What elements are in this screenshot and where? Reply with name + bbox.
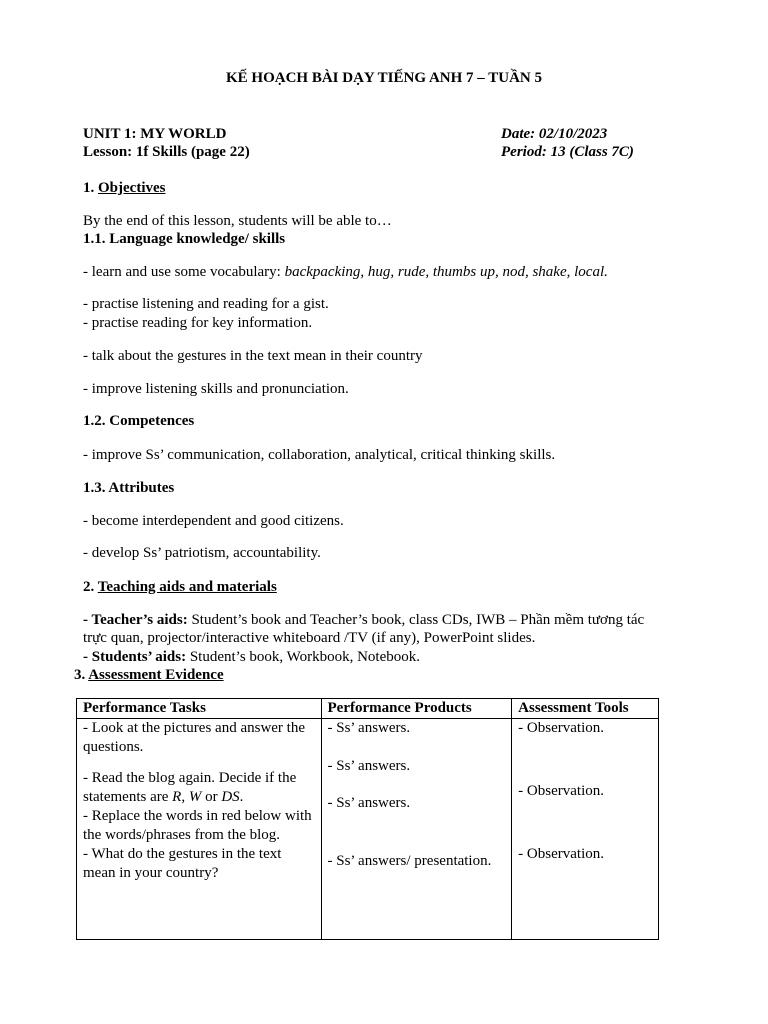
section-number: 1. — [83, 180, 95, 196]
competences-heading: 1.2. Competences — [83, 413, 195, 429]
language-knowledge-heading: 1.1. Language knowledge/ skills — [83, 231, 286, 247]
column-header: Assessment Tools — [512, 699, 659, 719]
competences-line: - improve Ss’ communication, collaboration, analytical, critical thinking skills. — [83, 447, 556, 463]
assessment-tools-cell — [512, 719, 659, 940]
vocabulary-line — [83, 263, 608, 282]
lesson-period: Period: 13 (Class 7C) — [501, 144, 634, 160]
teacher-aids-line-2: trực quan, projector/interactive whiteboard /TV (if any), PowerPoint slides. — [83, 630, 536, 646]
product-2: - Ss’ answers. — [327, 758, 411, 774]
task-3: - Replace the words in red below with the words/phrases from the blog. — [83, 808, 312, 843]
section-number: 2. — [83, 579, 95, 595]
task-2: - Read the blog again. Decide if the statements are R, W or DS. — [83, 770, 297, 805]
teacher-aids-line — [83, 611, 644, 630]
tool-3: - Observation. — [518, 846, 604, 862]
students-aids-label: - Students’ aids: — [83, 649, 187, 665]
students-aids-line — [83, 648, 420, 667]
section-number: 3. — [74, 667, 86, 683]
column-header: Performance Tasks — [77, 699, 322, 719]
document-title: KẾ HOẠCH BÀI DẠY TIẾNG ANH 7 – TUẦN 5 — [225, 70, 543, 86]
table-row — [77, 719, 659, 940]
tool-2: - Observation. — [518, 783, 604, 799]
lesson-title: Lesson: 1f Skills (page 22) — [83, 144, 250, 160]
vocabulary-words: backpacking, hug, rude, thumbs up, nod, shake, local. — [284, 264, 608, 280]
column-header: Performance Products — [321, 699, 512, 719]
performance-products-cell — [321, 719, 512, 940]
vocabulary-prefix: - learn and use some vocabulary: — [83, 264, 285, 280]
teacher-aids-text: Student’s book and Teacher’s book, class CDs, IWB – Phần mềm tương tác — [187, 612, 645, 628]
objectives-intro: By the end of this lesson, students will be able to… — [83, 213, 392, 229]
students-aids-text: Student’s book, Workbook, Notebook. — [186, 649, 421, 665]
objective-talk: - talk about the gestures in the text mean in their country — [83, 348, 423, 364]
product-3: - Ss’ answers. — [327, 795, 411, 811]
tool-1: - Observation. — [518, 720, 604, 736]
teaching-aids-heading — [83, 578, 277, 597]
teacher-aids-label: - Teacher’s aids: — [83, 612, 188, 628]
assessment-table — [76, 698, 659, 940]
attributes-line-2: - develop Ss’ patriotism, accountability. — [83, 545, 321, 561]
objectives-heading — [83, 179, 165, 198]
attributes-heading: 1.3. Attributes — [83, 480, 175, 496]
section-title: Teaching aids and materials — [97, 579, 277, 595]
section-title: Objectives — [98, 180, 166, 196]
performance-tasks-cell — [77, 719, 322, 940]
objective-key-info: - practise reading for key information. — [83, 315, 313, 331]
task-4: - What do the gestures in the text mean in your country? — [83, 846, 282, 881]
unit-title: UNIT 1: MY WORLD — [83, 126, 227, 142]
task-1: - Look at the pictures and answer the questions. — [83, 720, 306, 755]
product-4: - Ss’ answers/ presentation. — [327, 853, 492, 869]
assessment-heading — [74, 666, 224, 685]
objective-gist: - practise listening and reading for a gist. — [83, 296, 329, 312]
objective-improve: - improve listening skills and pronunciation. — [83, 381, 349, 397]
lesson-date: Date: 02/10/2023 — [501, 126, 608, 142]
table-header-row — [77, 699, 659, 719]
product-1: - Ss’ answers. — [327, 720, 411, 736]
section-title: Assessment Evidence — [88, 667, 224, 683]
attributes-line-1: - become interdependent and good citizens. — [83, 513, 344, 529]
